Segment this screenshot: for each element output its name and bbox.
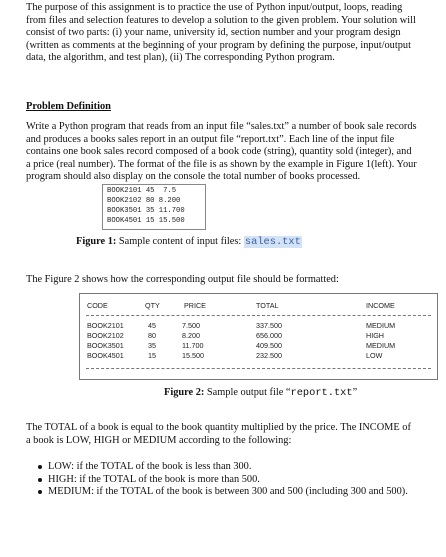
total-line: a book is LOW, HIGH or MEDIUM according to the following: bbox=[26, 434, 292, 446]
problem-line: contains one book sales record composed of a book code (string), quantity sold (integer), and bbox=[26, 146, 412, 157]
list-item bbox=[48, 461, 408, 474]
rule-text: HIGH: if the TOTAL of the book is more than 500. bbox=[48, 473, 260, 485]
cell-code: BOOK3501 bbox=[87, 341, 124, 350]
column-header-total: TOTAL bbox=[256, 301, 279, 310]
figure1-caption-text: Sample content of input files: bbox=[118, 236, 242, 247]
cell-income: MEDIUM bbox=[366, 321, 396, 330]
problem-line: a price (real number). The format of the file is as shown by the example in Figure 1(left). Your bbox=[26, 158, 417, 170]
cell-income: LOW bbox=[366, 351, 383, 360]
problem-line: Write a Python program that reads from an input file “sales.txt” a number of book sale records bbox=[26, 121, 417, 132]
cell-total: 232.500 bbox=[256, 351, 282, 360]
cell-qty: 35 bbox=[148, 341, 156, 350]
cell-qty: 15 bbox=[148, 351, 156, 360]
list-item bbox=[48, 486, 408, 499]
column-header-qty: QTY bbox=[145, 301, 160, 310]
list-item bbox=[48, 474, 408, 487]
problem-line: and produces a books sales report in an output file “report.txt”. Each line of the input file bbox=[26, 133, 395, 145]
bullet-icon bbox=[38, 490, 42, 494]
cell-total: 656.000 bbox=[256, 331, 282, 340]
figure2-caption-label: Figure 2: bbox=[164, 387, 205, 398]
cell-income: MEDIUM bbox=[366, 341, 396, 350]
intro-line: (written as comments at the beginning of your program by defining the purpose, input/output bbox=[26, 39, 411, 51]
sample-record: BOOK2102 80 8.200 bbox=[107, 197, 181, 205]
cell-income: HIGH bbox=[366, 331, 384, 340]
figure1-caption bbox=[76, 236, 302, 249]
figure2-caption bbox=[164, 387, 357, 400]
column-header-income: INCOME bbox=[366, 301, 395, 310]
cell-price: 11.700 bbox=[182, 341, 204, 350]
cell-code: BOOK4501 bbox=[87, 351, 124, 360]
cell-qty: 80 bbox=[148, 331, 156, 340]
cell-price: 8.200 bbox=[182, 331, 200, 340]
figure2-caption-text: Sample output file “ bbox=[206, 387, 291, 398]
sample-record: BOOK2101 45 7.5 bbox=[107, 187, 177, 195]
cell-total: 337.500 bbox=[256, 321, 282, 330]
figure2-intro: The Figure 2 shows how the corresponding output file should be formatted: bbox=[26, 274, 339, 285]
intro-line: consist of two parts: (i) your name, university id, section number and your program design bbox=[26, 27, 401, 38]
bullet-icon bbox=[38, 465, 42, 469]
cell-total: 409.500 bbox=[256, 341, 282, 350]
header-divider bbox=[86, 315, 431, 316]
column-header-price: PRICE bbox=[184, 301, 206, 310]
total-line: The TOTAL of a book is equal to the book quantity multiplied by the price. The INCOME of bbox=[26, 422, 411, 433]
figure1-caption-file: sales.txt bbox=[244, 236, 301, 248]
income-rules-list bbox=[48, 461, 408, 499]
cell-code: BOOK2101 bbox=[87, 321, 124, 330]
cell-qty: 45 bbox=[148, 321, 156, 330]
cell-price: 7.500 bbox=[182, 321, 200, 330]
intro-line: from files and selection features to develop a solution to the given problem. Your solution will bbox=[26, 14, 416, 26]
cell-price: 15.500 bbox=[182, 351, 204, 360]
column-header-code: CODE bbox=[87, 301, 108, 310]
figure2-caption-end: ” bbox=[352, 387, 358, 398]
figure1-sample-box bbox=[102, 184, 206, 230]
figure2-report-box bbox=[79, 293, 438, 380]
bullet-icon bbox=[38, 478, 42, 482]
cell-code: BOOK2102 bbox=[87, 331, 124, 340]
sample-record: BOOK4501 15 15.500 bbox=[107, 217, 185, 225]
problem-line: program should also display on the console the total number of books processed. bbox=[26, 171, 361, 182]
footer-divider bbox=[86, 368, 431, 369]
intro-line: data, the algorithm, and test plan), (ii) The corresponding Python program. bbox=[26, 52, 335, 63]
rule-text: LOW: if the TOTAL of the book is less than 300. bbox=[48, 461, 252, 472]
figure2-caption-file: report.txt bbox=[290, 387, 353, 399]
sample-record: BOOK3501 35 11.700 bbox=[107, 207, 185, 215]
intro-line: The purpose of this assignment is to practice the use of Python input/output, loops, reading bbox=[26, 2, 403, 13]
figure1-caption-label: Figure 1: bbox=[76, 236, 117, 247]
section-heading: Problem Definition bbox=[26, 101, 111, 112]
rule-text: MEDIUM: if the TOTAL of the book is between 300 and 500 (including 300 and 500). bbox=[48, 486, 408, 497]
